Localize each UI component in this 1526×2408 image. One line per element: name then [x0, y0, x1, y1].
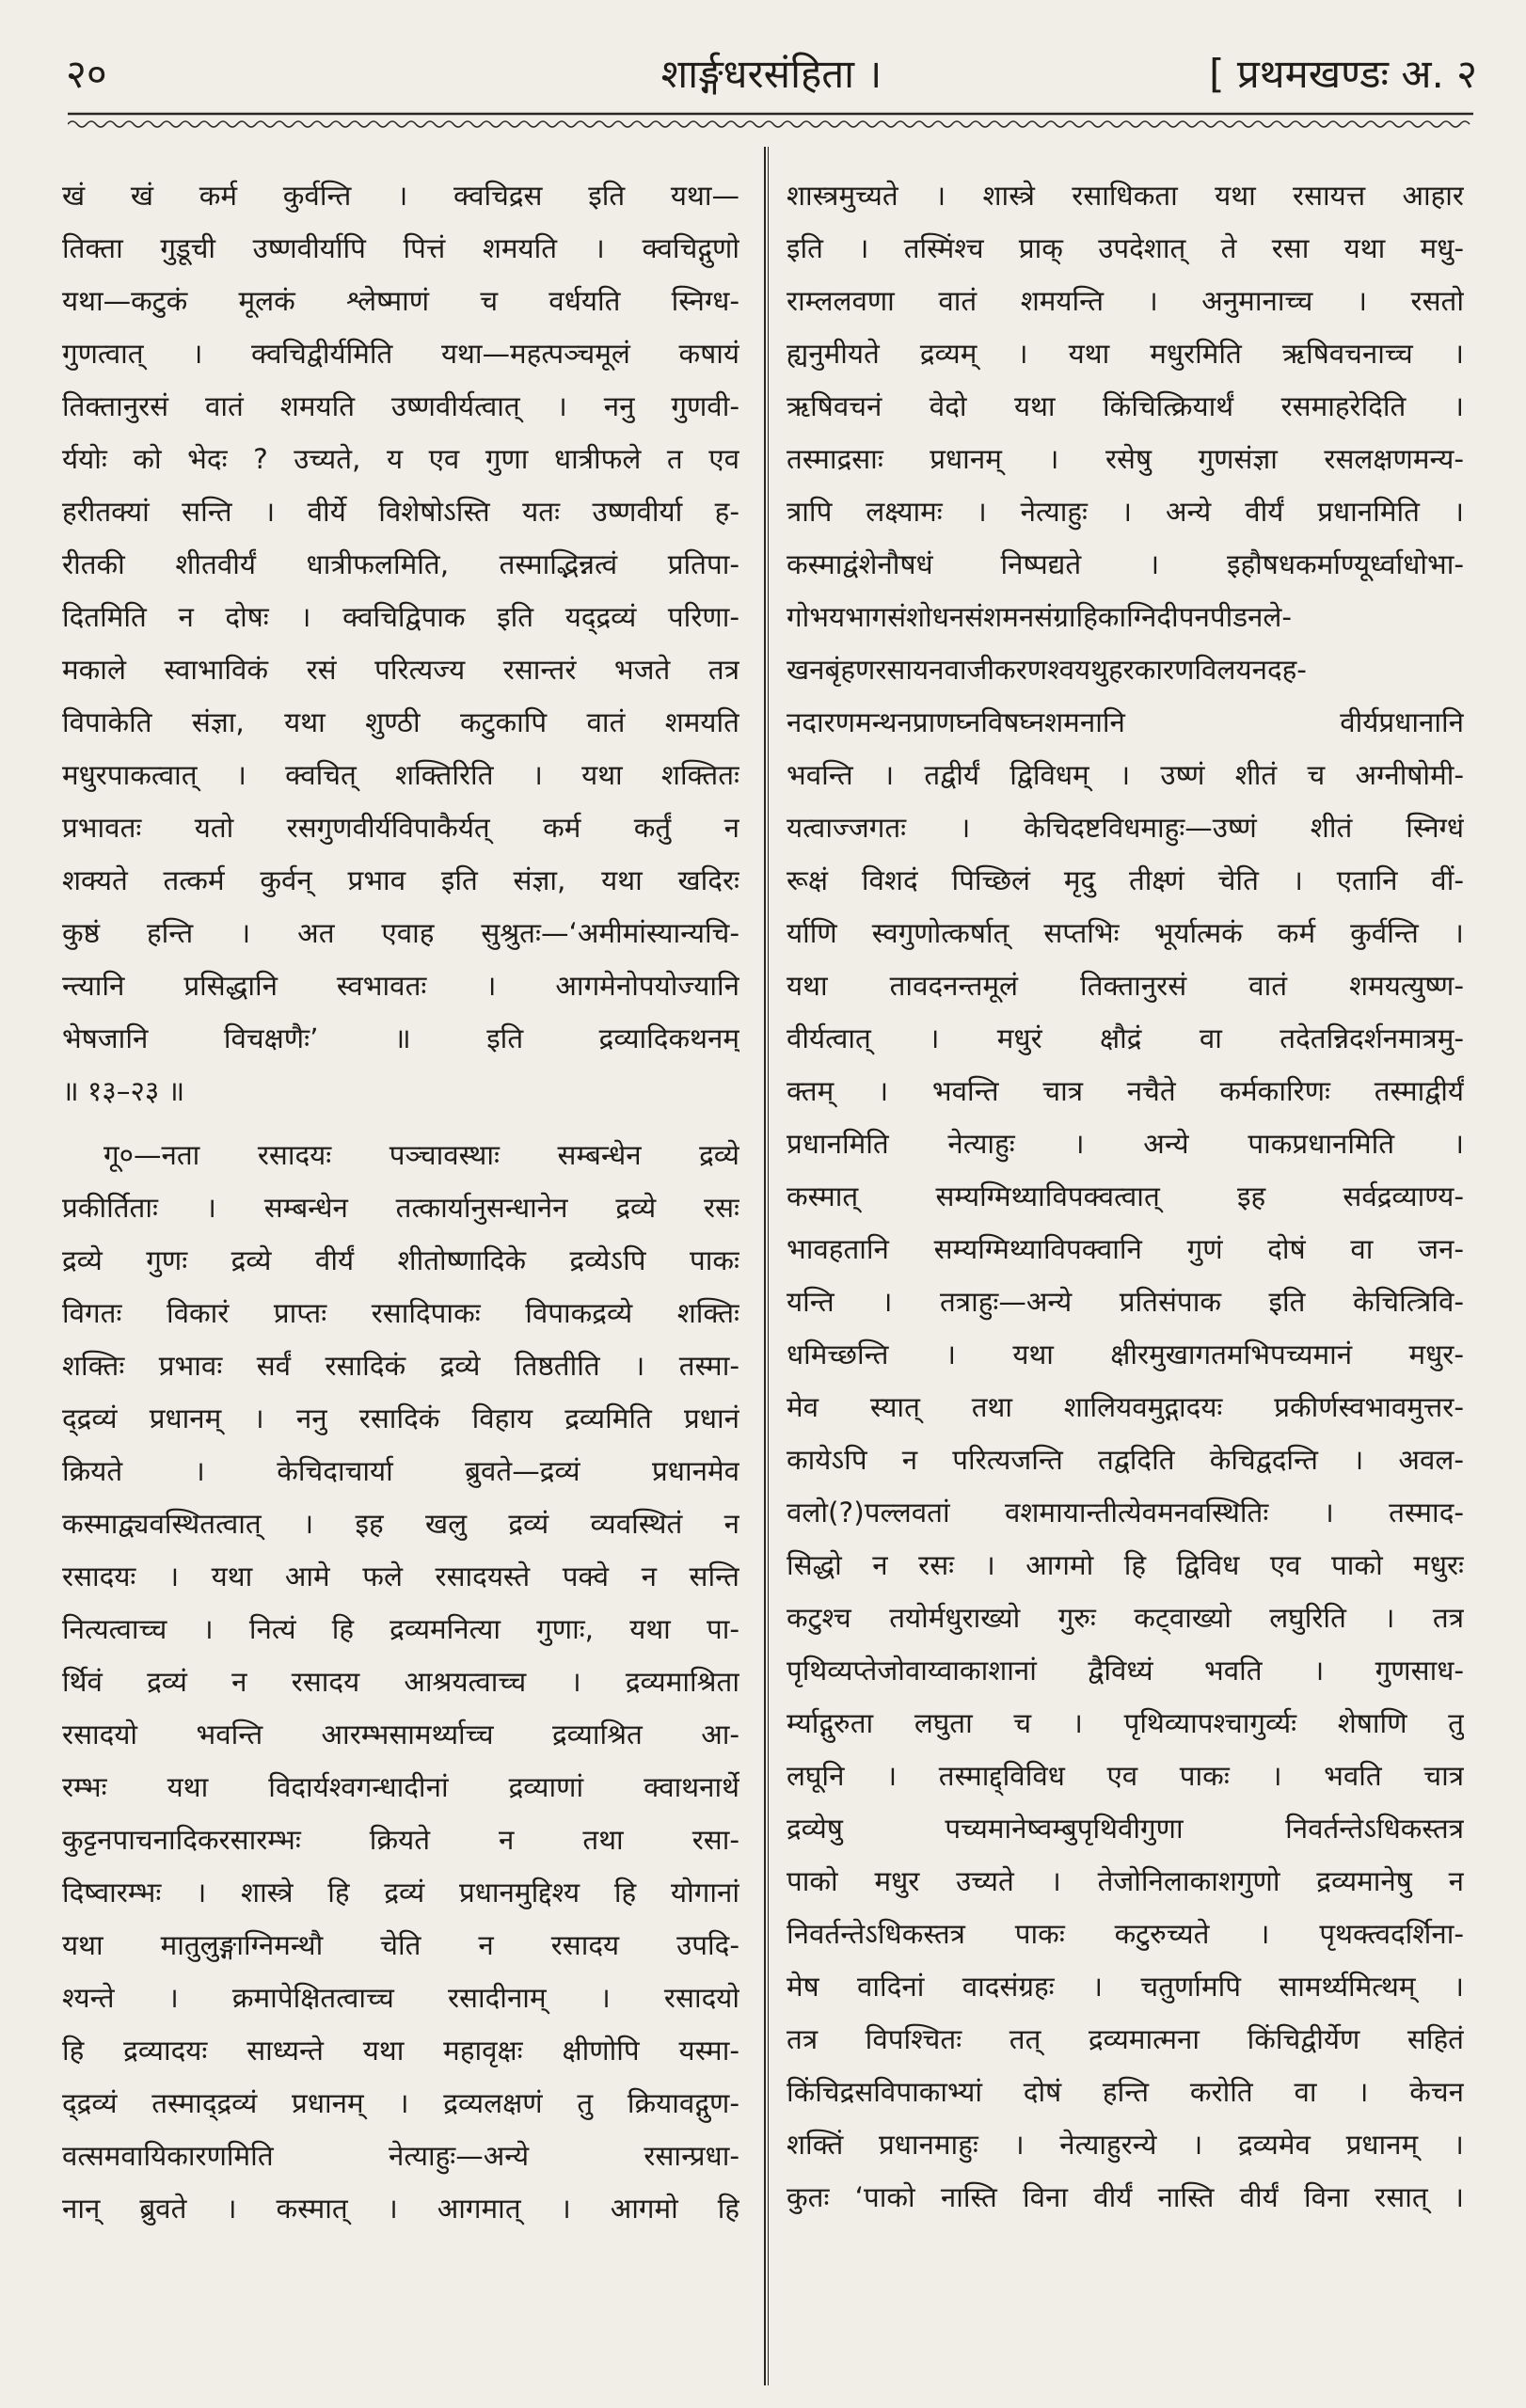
text-line: रीतकी शीतवीर्यं धात्रीफलमिति, तस्माद्भिन्नत्वं प्रतिपा-	[62, 548, 739, 580]
text-line: रूक्षं विशदं पिच्छिलं मृदु तीक्ष्णं चेति । एतानि वीं-	[787, 864, 1464, 896]
text-line: शक्तिः प्रभावः सर्वं रसादिकं द्रव्ये तिष्ठतीति । तस्मा-	[62, 1350, 739, 1382]
text-line: द्द्रव्यं तस्माद्द्रव्यं प्रधानम् । द्रव्यलक्षणं तु क्रियावद्गुण-	[62, 2087, 739, 2119]
text-line: तस्माद्रसाः प्रधानम् । रसेषु गुणसंज्ञा रसलक्षणमन्य-	[787, 443, 1464, 475]
text-line: तत्र विपश्चितः तत् द्रव्यमात्मना किंचिद्वीर्येण सहितं	[787, 2023, 1464, 2055]
text-line: राम्ललवणा वातं शमयन्ति । अनुमानाच्च । रसतो	[787, 285, 1464, 317]
text-line: निवर्तन्तेऽधिकस्तत्र पाकः कटुरुच्यते । पृथक्त्वदर्शिना-	[787, 1918, 1464, 1950]
text-line: पृथिव्यप्तेजोवाय्वाकाशानां द्वैविध्यं भवति । गुणसाध-	[787, 1655, 1464, 1687]
text-line: रम्भः यथा विदार्यश्वगन्धादीनां द्रव्याणां क्वाथनार्थे	[62, 1771, 739, 1803]
text-line: कस्मात् सम्यग्मिथ्याविपक्वत्वात् इह सर्वद्रव्याण्य-	[787, 1180, 1464, 1212]
text-line: न्त्यानि प्रसिद्धानि स्वभावतः । आगमेनोपयोज्यानि	[62, 970, 739, 1002]
text-line: धमिच्छन्ति । यथा क्षीरमुखागतमभिपच्यमानं मधुर-	[787, 1339, 1464, 1370]
text-line: वीर्यत्वात् । मधुरं क्षौद्रं वा तदेतन्निदर्शनमात्रमु-	[787, 1022, 1464, 1054]
text-line: र्म्याद्गुरुता लघुता च । पृथिव्यापश्चागुर्व्यः शेषाणि तु	[787, 1707, 1464, 1739]
text-line: खनबृंहणरसायनवाजीकरणश्वयथुहरकारणविलयनदह-	[787, 654, 1307, 686]
text-line: यथा मातुलुङ्गाग्निमन्थौ चेति न रसादय उपदि-	[62, 1929, 739, 1961]
text-line: किंचिद्रसविपाकाभ्यां दोषं हन्ति करोति वा । केचन	[787, 2076, 1464, 2108]
text-line: यथा तावदनन्तमूलं तिक्तानुरसं वातं शमयत्युष्ण-	[787, 970, 1464, 1002]
text-line: वत्समवायिकारणमिति नेत्याहुः—अन्ये रसान्प्रधा-	[62, 2140, 739, 2172]
text-line: दितमिति न दोषः । क्वचिद्विपाक इति यद्द्रव्यं परिणा-	[62, 601, 739, 633]
text-line: शास्त्रमुच्यते । शास्त्रे रसाधिकता यथा रसायत्त आहार	[787, 180, 1464, 212]
text-line: मधुरपाकत्वात् । क्वचित् शक्तिरिति । यथा शक्तितः	[62, 759, 739, 791]
text-line: प्रधानमिति नेत्याहुः । अन्ये पाकप्रधानमिति ।	[787, 1128, 1464, 1160]
text-line: यत्वाज्जगतः । केचिदष्टविधमाहुः—उष्णं शीतं स्निग्धं	[787, 812, 1464, 844]
text-line: तिक्ता गुडूची उष्णवीर्यापि पित्तं शमयति । क्वचिद्गुणो	[62, 232, 739, 264]
wavy-rule	[68, 121, 1470, 127]
text-line: खं खं कर्म कुर्वन्ति । क्वचिद्रस इति यथा—	[62, 180, 739, 212]
right-column	[787, 169, 1464, 2361]
text-line: तिक्तानुरसं वातं शमयति उष्णवीर्यत्वात् । ननु गुणवी-	[62, 390, 739, 422]
text-line: दिष्वारम्भः । शास्त्रे हि द्रव्यं प्रधानमुद्दिश्य हि योगानां	[62, 1877, 739, 1909]
text-line: श्यन्ते । क्रमापेक्षितत्वाच्च रसादीनाम् । रसादयो	[62, 1982, 739, 2014]
text-line: भवन्ति । तद्वीर्यं द्विविधम् । उष्णं शीतं च अग्नीषोमी-	[787, 759, 1464, 791]
text-line: हि द्रव्यादयः साध्यन्ते यथा महावृक्षः क्षीणोपि यस्मा-	[62, 2035, 739, 2067]
text-line: कस्माद्व्यवस्थितत्वात् । इह खलु द्रव्यं व्यवस्थितं न	[62, 1508, 739, 1540]
text-line: लघूनि । तस्माद्द्विविध एव पाकः । भवति चात्र	[787, 1760, 1464, 1792]
text-line: नदारणमन्थनप्राणघ्नविषघ्नशमनानि वीर्यप्रधानानि	[787, 706, 1464, 738]
text-line: कटुश्च तयोर्मधुराख्यो गुरुः कट्वाख्यो लघुरिति । तत्र	[787, 1602, 1464, 1634]
text-line: क्तम् । भवन्ति चात्र नचैते कर्मकारिणः तस्माद्वीर्यं	[787, 1075, 1464, 1107]
text-line: कायेऽपि न परित्यजन्ति तद्वदिति केचिद्वदन्ति । अवल-	[787, 1444, 1464, 1476]
text-line: मेष वादिनां वादसंग्रहः । चतुर्णामपि सामर्थ्यमित्थम् ।	[787, 1971, 1464, 2003]
text-line: सिद्धो न रसः । आगमो हि द्विविध एव पाको मधुरः	[787, 1549, 1464, 1581]
text-line: शक्यते तत्कर्म कुर्वन् प्रभाव इति संज्ञा, यथा खदिरः	[62, 864, 739, 896]
text-line: शक्तिं प्रधानमाहुः । नेत्याहुरन्ये । द्रव्यमेव प्रधानम् ।	[787, 2129, 1464, 2161]
text-line: नान् ब्रुवते । कस्मात् । आगमात् । आगमो हि	[62, 2193, 739, 2225]
text-line: गू०—नता रसादयः पञ्चावस्थाः सम्बन्धेन द्रव्ये	[103, 1139, 739, 1171]
text-line: कुष्ठं हन्ति । अत एवाह सुश्रुतः—‘अमीमांस्यान्यचि-	[62, 917, 739, 949]
text-line: मेव स्यात् तथा शालियवमुद्गादयः प्रकीर्णस्वभावमुत्तर-	[787, 1391, 1464, 1423]
text-line: रसादयः । यथा आमे फले रसादयस्ते पक्वे न सन्ति	[62, 1560, 739, 1592]
text-line: कस्माद्वंशेनौषधं निष्पद्यते । इहौषधकर्माण्यूर्ध्वाधोभा-	[787, 548, 1464, 580]
text-line: र्याणि स्वगुणोत्कर्षात् सप्तभिः भूर्यात्मकं कर्म कुर्वन्ति ।	[787, 917, 1464, 949]
text-line: द्रव्येषु पच्यमानेष्वम्बुपृथिवीगुणा निवर्तन्तेऽधिकस्तत्र	[787, 1813, 1464, 1845]
text-line: द्द्रव्यं प्रधानम् । ननु रसादिकं विहाय द्रव्यमिति प्रधानं	[62, 1402, 739, 1434]
text-line: ह्यनुमीयते द्रव्यम् । यथा मधुरमिति ऋषिवचनाच्च ।	[787, 338, 1464, 370]
text-line: वलो(?)पल्लवतां वशमायान्तीत्येवमनवस्थितिः । तस्माद-	[787, 1497, 1464, 1529]
header-rule	[68, 111, 1473, 132]
text-line: कुट्टनपाचनादिकरसारम्भः क्रियते न तथा रसा-	[62, 1824, 739, 1856]
left-column	[62, 169, 739, 2361]
text-line: ऋषिवचनं वेदो यथा किंचित्क्रियार्थं रसमाहरेदिति ।	[787, 390, 1464, 422]
book-title: शार्ङ्गधरसंहिता ।	[660, 51, 882, 97]
page-number: २०	[66, 51, 107, 97]
text-line: कुतः ‘पाको नास्ति विना वीर्यं नास्ति वीर्यं विना रसात् ।	[787, 2181, 1464, 2213]
running-header	[66, 41, 1477, 107]
text-line: विपाकेति संज्ञा, यथा शुण्ठी कटुकापि वातं शमयति	[62, 706, 739, 738]
text-line: नित्यत्वाच्च । नित्यं हि द्रव्यमनित्या गुणाः, यथा पा-	[62, 1613, 739, 1645]
column-divider	[764, 147, 769, 2385]
section-label: [ प्रथमखण्डः अ. २	[1209, 51, 1477, 97]
text-line: गोभयभागसंशोधनसंशमनसंग्राहिकाग्निदीपनपीडनले-	[787, 601, 1293, 633]
text-line: क्रियते । केचिदाचार्या ब्रुवते—द्रव्यं प्रधानमेव	[62, 1455, 739, 1487]
text-line: र्ययोः को भेदः ? उच्यते, य एव गुणा धात्रीफले त एव	[62, 443, 739, 475]
text-line: गुणत्वात् । क्वचिद्वीर्यमिति यथा—महत्पञ्चमूलं कषायं	[62, 338, 739, 370]
text-line: प्रभावतः यतो रसगुणवीर्यविपाकैर्यत् कर्म कर्तुं न	[62, 812, 739, 844]
text-line: ॥ १३–२३ ॥	[62, 1075, 185, 1107]
text-line: भेषजानि विचक्षणैः’ ॥ इति द्रव्यादिकथनम्	[62, 1022, 739, 1054]
text-line: विगतः विकारं प्राप्तः रसादिपाकः विपाकद्रव्ये शक्तिः	[62, 1297, 739, 1329]
text-line: र्थिवं द्रव्यं न रसादय आश्रयत्वाच्च । द्रव्यमाश्रिता	[62, 1666, 739, 1698]
text-line: इति । तस्मिंश्च प्राक् उपदेशात् ते रसा यथा मधु-	[787, 232, 1464, 264]
text-line: पाको मधुर उच्यते । तेजोनिलाकाशगुणो द्रव्यमानेषु न	[787, 1865, 1464, 1897]
text-line: त्रापि लक्ष्यामः । नेत्याहुः । अन्ये वीर्यं प्रधानमिति ।	[787, 496, 1464, 528]
text-line: मकाले स्वाभाविकं रसं परित्यज्य रसान्तरं भजते तत्र	[62, 654, 739, 686]
text-line: यथा—कटुकं मूलकं श्लेष्माणं च वर्धयति स्निग्ध-	[62, 285, 739, 317]
text-line: प्रकीर्तिताः । सम्बन्धेन तत्कार्यानुसन्धानेन द्रव्ये रसः	[62, 1192, 739, 1224]
text-line: यन्ति । तत्राहुः—अन्ये प्रतिसंपाक इति केचित्त्रिवि-	[787, 1286, 1464, 1318]
text-line: द्रव्ये गुणः द्रव्ये वीर्यं शीतोष्णादिके द्रव्येऽपि पाकः	[62, 1244, 739, 1276]
text-line: रसादयो भवन्ति आरम्भसामर्थ्याच्च द्रव्याश्रित आ-	[62, 1719, 739, 1751]
text-line: हरीतक्यां सन्ति । वीर्ये विशेषोऽस्ति यतः उष्णवीर्या ह-	[62, 496, 739, 528]
text-line: भावहतानि सम्यग्मिथ्याविपक्वानि गुणं दोषं वा जन-	[787, 1233, 1464, 1265]
